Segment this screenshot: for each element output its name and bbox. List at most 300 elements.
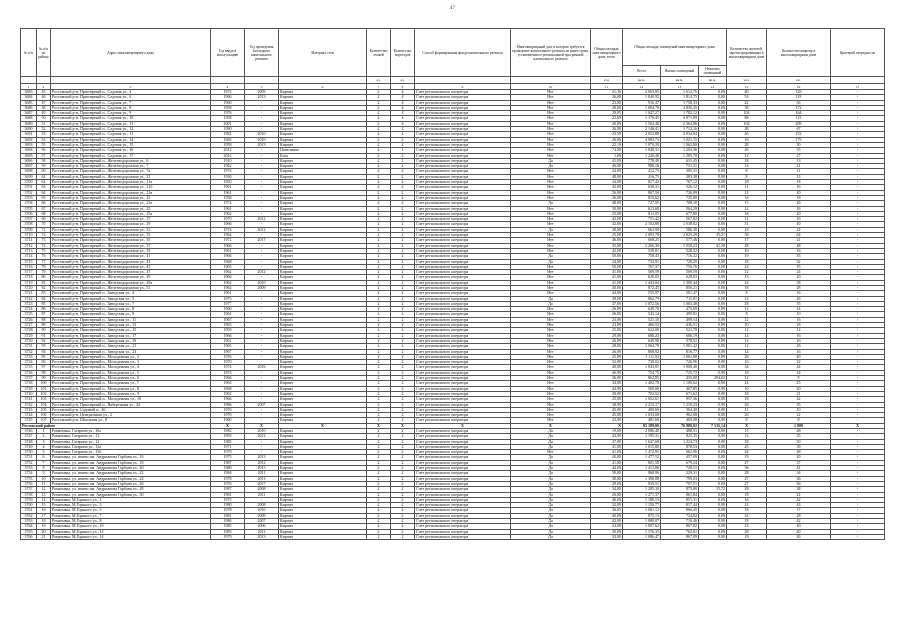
table-cell: Да (511, 519, 591, 524)
table-cell: 50 (767, 439, 831, 444)
table-cell: 2 (391, 434, 415, 439)
table-cell: 22 (767, 360, 831, 365)
table-cell: 12 (727, 270, 767, 275)
table-cell: 2 (391, 429, 415, 434)
table-cell: - (831, 534, 885, 539)
table-cell: 2 (391, 503, 415, 508)
table-cell: 28 (727, 243, 767, 248)
table-cell: 46,00 (591, 164, 623, 169)
table-cell: 41,00 (591, 444, 623, 449)
table-cell: 48 (727, 127, 767, 132)
table-cell: 43,00 (591, 434, 623, 439)
table-cell: Романовка, М.Горького ул., 10 (51, 524, 211, 529)
table-cell: 2008 (245, 503, 279, 508)
table-cell: Нет (511, 211, 591, 216)
table-cell: 2 (367, 407, 391, 412)
table-cell: - (831, 95, 885, 100)
table-cell: 28,00 (591, 344, 623, 349)
table-cell: 28,00 (591, 105, 623, 110)
table-cell: - (831, 444, 885, 449)
table-cell: 37 (767, 508, 831, 513)
table-cell: 68 (37, 211, 51, 216)
table-cell: 9 (767, 376, 831, 381)
table-cell: 1 064,78 (623, 105, 661, 110)
table-cell: 2 (367, 381, 391, 386)
table-cell: 0,00 (699, 524, 727, 529)
table-cell: 1974 (211, 365, 245, 370)
table-cell: Ростовский р-н, Приозерный п., Железнодорожная ул., 21а (51, 180, 211, 185)
table-cell: - (245, 344, 279, 349)
table-cell: 1974 (211, 201, 245, 206)
table-cell: - (245, 444, 279, 449)
table-cell: 2 (367, 227, 391, 232)
table-cell: 0,00 (699, 195, 727, 200)
table-cell: 0,00 (699, 497, 727, 502)
table-cell: - (831, 254, 885, 259)
column-number: 6 (279, 84, 367, 90)
table-cell: 40 (767, 529, 831, 534)
table-cell: 34 (727, 365, 767, 370)
table-cell: 726,89 (661, 190, 699, 195)
table-cell: 0,00 (699, 529, 727, 534)
table-cell: 20 (767, 190, 831, 195)
table-cell: 2 (391, 174, 415, 179)
table-cell: - (831, 206, 885, 211)
subtotal-cell: 1 800 (767, 423, 831, 428)
table-cell: 31 (727, 222, 767, 227)
table-cell: 501,47 (661, 291, 699, 296)
table-cell: Кирпич (279, 487, 367, 492)
table-cell: 1962 (211, 391, 245, 396)
table-cell: 65 (37, 195, 51, 200)
table-cell: 3691 (21, 132, 37, 137)
table-cell: Кирпич (279, 116, 367, 121)
table-cell: 2 (391, 338, 415, 343)
table-cell: Кирпич (279, 285, 367, 290)
table-cell: 2 (391, 222, 415, 227)
table-cell: 42,00 (591, 519, 623, 524)
table-cell: 1959 (211, 328, 245, 333)
table-cell: 0,00 (699, 534, 727, 539)
table-cell: Счет регионального оператора (415, 169, 511, 174)
table-cell: Кирпич (279, 413, 367, 418)
table-cell: Ростовский р-н, Приозерный п., Железнодорожная ул., 49а (51, 280, 211, 285)
table-cell: 1962 (211, 164, 245, 169)
table-cell: 3722 (21, 296, 37, 301)
table-cell: 1 376,35 (623, 529, 661, 534)
table-cell: - (831, 169, 885, 174)
table-cell: Ростовский р-н, Приозерный п., Садовая ул., 6 (51, 95, 211, 100)
table-cell: Да (511, 513, 591, 518)
table-cell: 3710 (21, 233, 37, 238)
table-cell: 2 (391, 476, 415, 481)
table-cell: - (831, 291, 885, 296)
table-cell: 2 086,48 (623, 429, 661, 434)
table-cell: 97 (37, 365, 51, 370)
table-cell: 60 (37, 169, 51, 174)
table-cell: 20 (767, 386, 831, 391)
table-cell: 64 (37, 190, 51, 195)
header-total-area: Общая площадь многоквартирного дома, всего (591, 29, 623, 77)
table-cell: Счет регионального оператора (415, 190, 511, 195)
table-cell: Да (511, 259, 591, 264)
table-cell: Ростовский р-н, Приозерный п., Заводская ул., 15 (51, 328, 211, 333)
table-cell: 2 (391, 418, 415, 423)
table-cell: 3733 (21, 354, 37, 359)
table-cell: 0,00 (699, 95, 727, 100)
table-cell: 0,00 (699, 132, 727, 137)
table-cell: 22,69 (591, 116, 623, 121)
table-cell: 1983 (211, 529, 245, 534)
table-cell: 2 (367, 513, 391, 518)
table-cell: Ростовский р-н, Приозерный п., Железнодорожная ул., 49 (51, 275, 211, 280)
table-cell: 8 (37, 466, 51, 471)
table-cell: 24 (727, 513, 767, 518)
table-cell: 1950 (211, 180, 245, 185)
table-cell: Счет регионального оператора (415, 354, 511, 359)
table-cell: - (831, 132, 885, 137)
table-cell: Кирпич (279, 270, 367, 275)
table-cell: - (245, 148, 279, 153)
table-cell: 42,00 (591, 185, 623, 190)
table-cell: 24 (767, 227, 831, 232)
table-cell: Счет регионального оператора (415, 492, 511, 497)
table-cell: 2 (367, 323, 391, 328)
table-cell: 61 (37, 174, 51, 179)
table-cell: - (831, 349, 885, 354)
table-cell: 1 300,44 (661, 280, 699, 285)
table-cell: 0,00 (699, 100, 727, 105)
housing-registry-table (20, 28, 885, 540)
table-cell: 2 (367, 296, 391, 301)
table-cell: - (831, 111, 885, 116)
table-cell: 0,00 (699, 264, 727, 269)
table-cell: 2 (367, 312, 391, 317)
table-cell: Счет регионального оператора (415, 158, 511, 163)
table-cell: 3734 (21, 360, 37, 365)
table-cell: 2 (391, 508, 415, 513)
table-cell: Ростовский р-н, Приозерный п., Заводская ул., 21 (51, 344, 211, 349)
header-excluded: Многоквартирный дом, в котором требуется проведение капитального ремонта не ранее срока, установленного региональной программой капитального ремонта (511, 29, 591, 77)
table-cell: 2 (391, 471, 415, 476)
table-cell: Кирпич (279, 137, 367, 142)
table-cell: 3697 (21, 164, 37, 169)
table-cell: 1970 (211, 450, 245, 455)
column-number: 9 (415, 84, 511, 90)
table-cell: 35,21 (699, 233, 727, 238)
table-cell: Ростовский р-н, Приозерный п., Садовая ул., 12 (51, 127, 211, 132)
table-cell: 18 (727, 301, 767, 306)
table-cell: Нет (511, 365, 591, 370)
table-cell: 1961 (211, 291, 245, 296)
table-cell: 25,00 (591, 233, 623, 238)
unit-area-nonliving: кв.м. (699, 77, 727, 84)
column-number: 15 (727, 84, 767, 90)
table-cell: 1966 (211, 254, 245, 259)
table-cell: Счет регионального оператора (415, 254, 511, 259)
table-cell: 2 (367, 254, 391, 259)
table-cell: 4 (391, 111, 415, 116)
table-cell: - (831, 127, 885, 132)
table-cell: - (245, 296, 279, 301)
table-cell: 12 (727, 217, 767, 222)
table-cell: 25,00 (591, 211, 623, 216)
table-cell: Счет регионального оператора (415, 497, 511, 502)
table-cell: 1 061,12 (623, 508, 661, 513)
table-cell: 1966 (211, 397, 245, 402)
table-cell: 14 (727, 164, 767, 169)
table-cell: Счет регионального оператора (415, 195, 511, 200)
table-cell: 0,00 (699, 153, 727, 158)
table-cell: Ростовский р-н, Приозерный п., Заводская ул., 17 (51, 333, 211, 338)
table-cell: Счет регионального оператора (415, 328, 511, 333)
table-cell: 0,00 (699, 148, 727, 153)
table-cell: Счет регионального оператора (415, 185, 511, 190)
table-cell: 1965 (211, 137, 245, 142)
table-cell: 2 (367, 121, 391, 126)
table-cell: 72 (37, 233, 51, 238)
table-cell: 1982 (211, 132, 245, 137)
table-cell: 0,00 (699, 121, 727, 126)
table-cell: - (831, 248, 885, 253)
table-cell: Счет регионального оператора (415, 487, 511, 492)
table-cell: 2 (391, 402, 415, 407)
table-cell: Нет (511, 402, 591, 407)
table-cell: 2 (391, 238, 415, 243)
table-cell: Да (511, 492, 591, 497)
table-cell: 815,62 (623, 195, 661, 200)
table-cell: 2 (391, 291, 415, 296)
table-cell: 3754 (21, 471, 37, 476)
table-cell: Ростовский р-н, Приозерный п., Молодежная ул., 5 (51, 370, 211, 375)
table-cell: 21,36 (591, 90, 623, 95)
table-cell: 28 (727, 471, 767, 476)
table-cell: Ростовский р-н, Приозерный п., Садовая ул., 13 (51, 132, 211, 137)
table-cell: 4 071,99 (661, 116, 699, 121)
table-cell: 2 (391, 137, 415, 142)
table-cell: 2 (367, 158, 391, 163)
table-cell: Счет регионального оператора (415, 349, 511, 354)
table-cell: 3741 (21, 397, 37, 402)
table-cell: 1 840,95 (623, 95, 661, 100)
table-cell: 1 086,47 (623, 534, 661, 539)
table-cell: 1978 (211, 508, 245, 513)
table-cell: 17 (727, 238, 767, 243)
table-cell: 3753 (21, 466, 37, 471)
table-cell: 499,81 (661, 312, 699, 317)
table-cell: 2007 (245, 402, 279, 407)
table-cell: 2 (367, 376, 391, 381)
table-cell: Счет регионального оператора (415, 524, 511, 529)
table-cell: 92 (37, 338, 51, 343)
table-cell: 1979 (211, 534, 245, 539)
table-cell: Ростовский р-н, Приозерный п., Садовая ул., 17 (51, 153, 211, 158)
table-cell: 2 (367, 529, 391, 534)
table-cell: Да (511, 476, 591, 481)
table-cell: 778,49 (623, 158, 661, 163)
table-cell: Кирпич (279, 312, 367, 317)
table-cell: 1966 (211, 95, 245, 100)
table-cell: 46,00 (591, 497, 623, 502)
table-cell: - (245, 418, 279, 423)
table-cell: 2 (367, 386, 391, 391)
table-cell: 26 (727, 402, 767, 407)
subtotal-cell: X (279, 423, 367, 428)
table-cell: 3766 (21, 534, 37, 539)
table-cell: 41,00 (591, 270, 623, 275)
table-cell: Кирпич (279, 174, 367, 179)
table-cell: 2 (391, 301, 415, 306)
table-cell: 1970 (211, 217, 245, 222)
table-cell: 75 (37, 248, 51, 253)
table-cell: 3761 (21, 508, 37, 513)
table-cell: 2 (367, 444, 391, 449)
table-cell: 0,00 (699, 254, 727, 259)
table-cell: 2013 (245, 142, 279, 147)
table-cell: 10 (767, 312, 831, 317)
table-cell: 1 210,23 (661, 402, 699, 407)
table-cell: Счет регионального оператора (415, 227, 511, 232)
table-cell: 728,29 (661, 259, 699, 264)
table-cell: 2 (367, 534, 391, 539)
table-cell: - (245, 127, 279, 132)
table-cell: Ростовский р-н, Приозерный п., Молодежная ул., 8 (51, 386, 211, 391)
table-cell: - (831, 243, 885, 248)
table-cell: 82 (37, 285, 51, 290)
table-cell: 2 (367, 301, 391, 306)
table-cell: - (831, 264, 885, 269)
table-cell: Ростовский р-н, Приозерный п., Садовая ул., 11 (51, 121, 211, 126)
table-cell: 40,00 (591, 365, 623, 370)
table-cell: Нет (511, 222, 591, 227)
table-cell: - (831, 487, 885, 492)
table-cell: - (831, 418, 885, 423)
table-cell: 2 (367, 439, 391, 444)
table-cell: 1962 (211, 285, 245, 290)
table-cell: Счет регионального оператора (415, 429, 511, 434)
column-number: 1 (21, 84, 37, 90)
table-cell: - (245, 153, 279, 158)
table-cell: 21 (767, 391, 831, 396)
table-cell: 2 (367, 370, 391, 375)
table-cell: Нет (511, 376, 591, 381)
table-cell: 13 (767, 174, 831, 179)
table-cell: 1965 (211, 323, 245, 328)
table-cell: Счет регионального оператора (415, 164, 511, 169)
table-cell: 107 (37, 418, 51, 423)
table-cell: 18 (727, 397, 767, 402)
table-cell: 3724 (21, 307, 37, 312)
table-cell: Да (511, 529, 591, 534)
header-fund-method: Способ формирования фонда капитального ремонта (415, 29, 511, 77)
table-cell: 2 (391, 296, 415, 301)
table-cell: 862,79 (623, 296, 661, 301)
table-cell: 2 (367, 333, 391, 338)
table-cell: 4 (391, 95, 415, 100)
table-cell: - (245, 180, 279, 185)
table-cell: 0,00 (699, 444, 727, 449)
table-cell: 26 (767, 201, 831, 206)
table-cell: Счет регионального оператора (415, 142, 511, 147)
table-cell: 1990 (211, 127, 245, 132)
table-cell: Счет регионального оператора (415, 529, 511, 534)
table-cell: 1 226,40 (623, 153, 661, 158)
table-cell: Нет (511, 233, 591, 238)
table-cell: 40 (727, 132, 767, 137)
table-cell: - (831, 402, 885, 407)
table-cell: - (245, 370, 279, 375)
table-cell: 2 (367, 492, 391, 497)
table-cell: 53 (37, 132, 51, 137)
table-cell: 0,00 (699, 481, 727, 486)
table-cell: 2 (367, 434, 391, 439)
table-cell: 1986 (211, 519, 245, 524)
table-cell: 2 (367, 116, 391, 121)
table-cell: 686,23 (623, 333, 661, 338)
table-cell: 54 (37, 137, 51, 142)
table-cell: 2009 (245, 285, 279, 290)
table-cell: Нет (511, 105, 591, 110)
table-cell: Нет (511, 328, 591, 333)
table-cell: 41,30 (699, 243, 727, 248)
table-cell: 2012 (245, 217, 279, 222)
table-cell: 2011 (245, 471, 279, 476)
table-cell: 42,00 (591, 248, 623, 253)
table-cell: 2 (391, 201, 415, 206)
table-cell: 105 (37, 407, 51, 412)
table-cell: 90 (37, 328, 51, 333)
table-cell: - (245, 397, 279, 402)
table-cell: 732,91 (623, 259, 661, 264)
table-cell: 0,00 (699, 466, 727, 471)
table-cell: 209 (767, 121, 831, 126)
table-cell: 23,00 (591, 418, 623, 423)
table-cell: 35 (767, 402, 831, 407)
table-cell: Кирпич (279, 185, 367, 190)
table-cell: 564,29 (661, 206, 699, 211)
table-cell: Счет регионального оператора (415, 270, 511, 275)
table-cell: - (831, 354, 885, 359)
table-cell: 25,00 (591, 328, 623, 333)
table-cell: 28 (767, 513, 831, 518)
table-cell: 38 (727, 233, 767, 238)
subtotal-cell: X (391, 423, 415, 428)
table-cell: 1 413,88 (623, 466, 661, 471)
table-cell: 53 (727, 95, 767, 100)
table-cell: 727,95 (623, 201, 661, 206)
table-cell: 40,00 (591, 285, 623, 290)
table-cell: Кирпич (279, 217, 367, 222)
table-cell: 3760 (21, 503, 37, 508)
table-cell: 3708 (21, 222, 37, 227)
table-cell: 0,00 (699, 259, 727, 264)
table-cell: Нет (511, 185, 591, 190)
table-cell: Нет (511, 148, 591, 153)
table-cell: 2 (391, 397, 415, 402)
table-cell: 2 063,95 (623, 90, 661, 95)
table-cell: 1 (391, 148, 415, 153)
subtotal-cell: X (245, 423, 279, 428)
table-cell: 1984 (211, 471, 245, 476)
table-cell: 172 (767, 105, 831, 110)
table-cell: 1 612,76 (661, 90, 699, 95)
table-cell: Счет регионального оператора (415, 466, 511, 471)
table-cell: 3757 (21, 487, 37, 492)
table-cell: 26 (727, 413, 767, 418)
table-cell: 751,31 (661, 164, 699, 169)
table-cell: 4 836,35 (661, 105, 699, 110)
table-cell: 2 (391, 323, 415, 328)
